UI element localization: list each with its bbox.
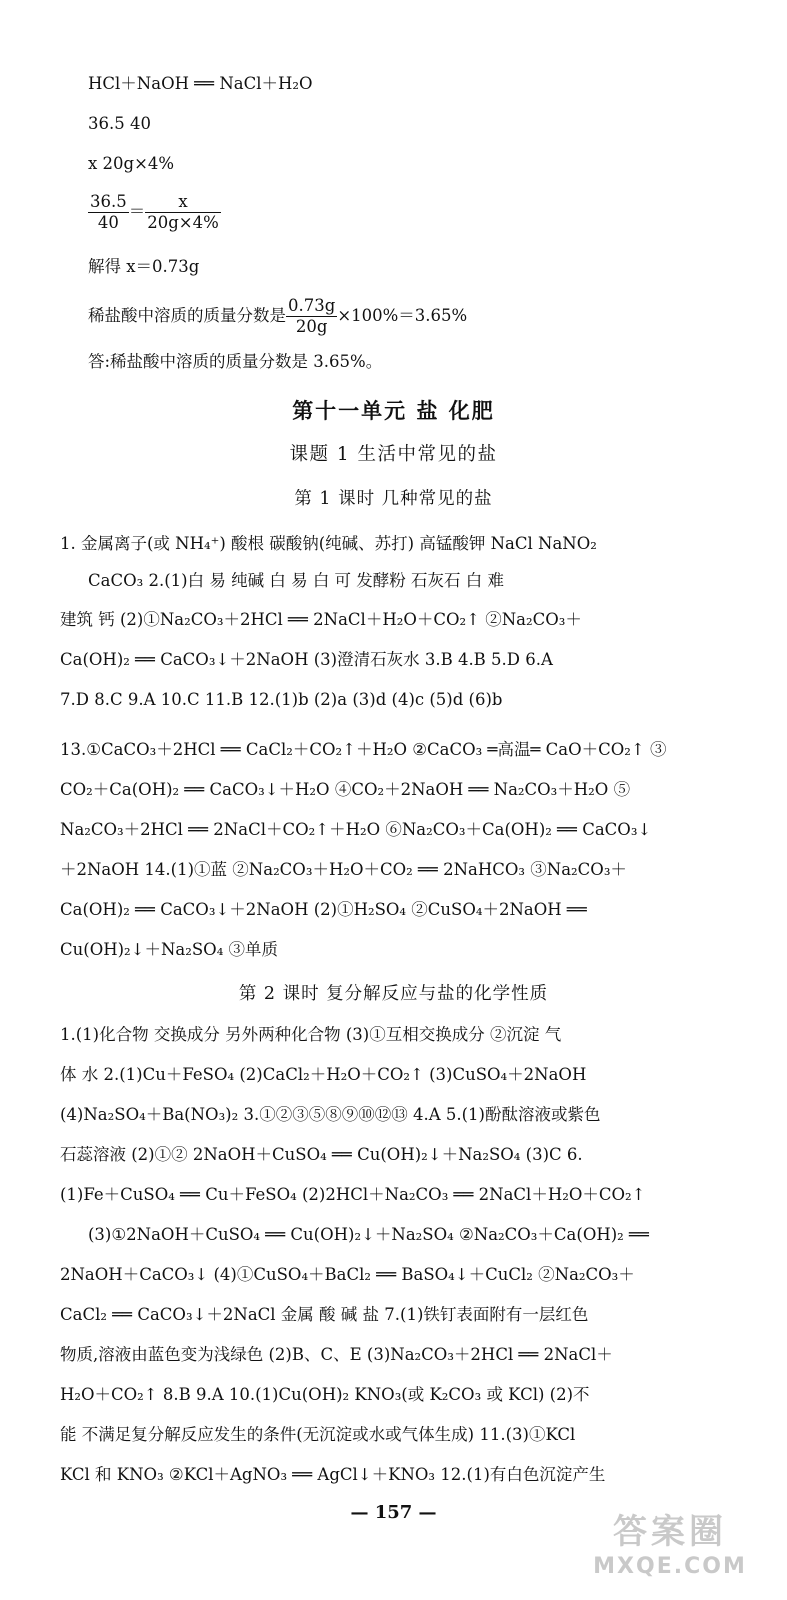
lesson2-line: CaCl₂ ══ CaCO₃↓＋2NaCl 金属 酸 碱 盐 7.(1)铁钉表面附有一层红色: [60, 1305, 589, 1324]
lesson2-line: 能 不满足复分解反应发生的条件(无沉淀或水或气体生成) 11.(3)①KCl: [60, 1425, 576, 1444]
left-fraction: [88, 192, 129, 233]
lesson1-line: 13.①CaCO₃＋2HCl ══ CaCl₂＋CO₂↑＋H₂O ②CaCO₃ ═高温═ CaO＋CO₂↑ ③: [60, 740, 667, 759]
lesson2-line: 1.(1)化合物 交换成分 另外两种化合物 (3)①互相交换成分 ②沉淀 气: [60, 1025, 562, 1044]
variable-row: x 20g×4%: [88, 154, 175, 173]
lesson2-line: KCl 和 KNO₃ ②KCl＋AgNO₃ ══ AgCl↓＋KNO₃ 12.(1)有白色沉淀产生: [60, 1465, 606, 1484]
right-fraction: [145, 192, 221, 233]
lesson2-line: 2NaOH＋CaCO₃↓ (4)①CuSO₄＋BaCl₂ ══ BaSO₄↓＋CuCl₂ ②Na₂CO₃＋: [60, 1265, 635, 1284]
watermark-text: 答案圈: [613, 1512, 727, 1552]
lesson1-line: 7.D 8.C 9.A 10.C 11.B 12.(1)b (2)a (3)d (4)c (5)d (6)b: [60, 690, 503, 709]
proportion: [88, 192, 221, 233]
lesson1-title: 第 1 课时 几种常见的盐: [294, 489, 493, 509]
lesson2-title: 第 2 课时 复分解反应与盐的化学性质: [238, 984, 549, 1004]
answer-line: 答:稀盐酸中溶质的质量分数是 3.65%。: [88, 352, 383, 371]
lesson2-line: 石蕊溶液 (2)①② 2NaOH＋CuSO₄ ══ Cu(OH)₂↓＋Na₂SO₄ (3)C 6.: [60, 1145, 583, 1164]
lesson2-line: H₂O＋CO₂↑ 8.B 9.A 10.(1)Cu(OH)₂ KNO₃(或 K₂CO₃ 或 KCl) (2)不: [60, 1385, 590, 1404]
right-numerator: x: [145, 192, 221, 213]
lesson2-line: 物质,溶液由蓝色变为浅绿色 (2)B、C、E (3)Na₂CO₃＋2HCl ══ 2NaCl＋: [60, 1345, 613, 1364]
lesson1-line: Ca(OH)₂ ══ CaCO₃↓＋2NaOH (2)①H₂SO₄ ②CuSO₄＋2NaOH ══: [60, 900, 587, 919]
left-denominator: 40: [97, 213, 119, 232]
lesson1-line: ＋2NaOH 14.(1)①蓝 ②Na₂CO₃＋H₂O＋CO₂ ══ 2NaHCO₃ ③Na₂CO₃＋: [60, 860, 627, 879]
unit-title: 第十一单元 盐 化肥: [292, 398, 495, 423]
lesson1-line: Cu(OH)₂↓＋Na₂SO₄ ③单质: [60, 940, 279, 959]
left-numerator: 36.5: [90, 192, 127, 211]
lesson1-line: 1. 金属离子(或 NH₄⁺) 酸根 碳酸钠(纯碱、苏打) 高锰酸钾 NaCl NaNO₂: [60, 534, 597, 553]
lesson2-line: 体 水 2.(1)Cu＋FeSO₄ (2)CaCl₂＋H₂O＋CO₂↑ (3)CuSO₄＋2NaOH: [60, 1065, 587, 1084]
lesson1-line: Na₂CO₃＋2HCl ══ 2NaCl＋CO₂↑＋H₂O ⑥Na₂CO₃＋Ca(OH)₂ ══ CaCO₃↓: [60, 820, 652, 839]
mass-denominator: 20g: [295, 317, 328, 336]
lesson2-line: (1)Fe＋CuSO₄ ══ Cu＋FeSO₄ (2)2HCl＋Na₂CO₃ ══ 2NaCl＋H₂O＋CO₂↑: [60, 1185, 646, 1204]
lesson1-line: Ca(OH)₂ ══ CaCO₃↓＋2NaOH (3)澄清石灰水 3.B 4.B 5.D 6.A: [60, 650, 553, 669]
lesson1-line: CaCO₃ 2.(1)白 易 纯碱 白 易 白 可 发酵粉 石灰石 白 难: [88, 571, 505, 590]
mass-fraction-suffix: ×100%＝3.65%: [337, 306, 468, 325]
watermark-url: MXQE.COM: [593, 1554, 747, 1579]
mass-fraction-line: [88, 296, 467, 337]
lesson2-line: (3)①2NaOH＋CuSO₄ ══ Cu(OH)₂↓＋Na₂SO₄ ②Na₂CO₃＋Ca(OH)₂ ══: [88, 1225, 649, 1244]
equals-sign: ＝: [128, 202, 146, 221]
ratio-row: 36.5 40: [88, 114, 151, 133]
mass-numerator: 0.73g: [288, 296, 336, 315]
mass-fraction-prefix: 稀盐酸中溶质的质量分数是: [88, 306, 286, 325]
solve-line: 解得 x＝0.73g: [88, 257, 200, 276]
topic-title: 课题 1 生活中常见的盐: [289, 444, 498, 465]
equation-hcl-naoh: HCl＋NaOH ══ NaCl＋H₂O: [88, 74, 313, 93]
watermark-logo: [575, 1510, 765, 1588]
mass-fraction: [286, 296, 337, 337]
lesson1-line: 建筑 钙 (2)①Na₂CO₃＋2HCl ══ 2NaCl＋H₂O＋CO₂↑ ②Na₂CO₃＋: [60, 610, 582, 629]
right-denominator: 20g×4%: [147, 213, 219, 232]
lesson1-line: CO₂＋Ca(OH)₂ ══ CaCO₃↓＋H₂O ④CO₂＋2NaOH ══ Na₂CO₃＋H₂O ⑤: [60, 780, 631, 799]
lesson2-line: (4)Na₂SO₄＋Ba(NO₃)₂ 3.①②③⑤⑧⑨⑩⑫⑬ 4.A 5.(1)酚酞溶液或紫色: [60, 1105, 601, 1124]
page-number: — 157 —: [350, 1502, 437, 1523]
